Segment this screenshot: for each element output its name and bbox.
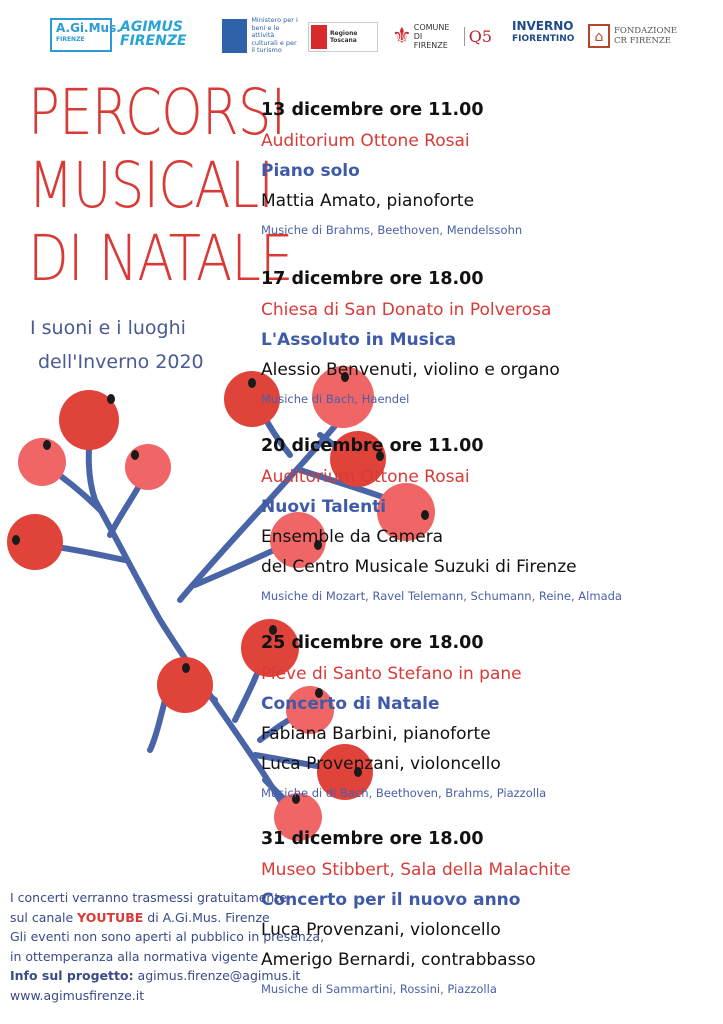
info-line-3: Gli eventi non sono aperti al pubblico in presenza,	[10, 929, 325, 944]
info-line-2-pre: sul canale	[10, 909, 78, 925]
fondazione-cr-logo	[588, 20, 688, 52]
event-title: Piano solo	[261, 161, 360, 181]
branch-lower-left-2	[150, 700, 165, 750]
info-project-label: Info sul progetto:	[10, 968, 134, 983]
event-performer: Alessio Benvenuti, violino e organo	[261, 360, 560, 380]
mibact-logo	[222, 18, 302, 54]
agimus-logo-large	[120, 20, 190, 54]
mibact-text: Ministero per i beni e le attività culturali e per il turismo	[251, 16, 298, 55]
info-line-5	[10, 966, 370, 986]
sponsor-logos-bar	[0, 0, 723, 70]
comune-text	[414, 23, 458, 50]
event-venue: Museo Stibbert, Sala della Malachite	[261, 860, 571, 880]
fondazione-line1: FONDAZIONE	[614, 26, 678, 36]
event-3	[261, 434, 701, 604]
toscana-text: Regione Toscana	[329, 30, 358, 44]
subtitle-line-1: I suoni e i luoghi	[30, 317, 186, 339]
berry	[125, 444, 171, 490]
info-line-2-post: di A.Gi.Mus. Firenze	[143, 909, 270, 925]
agimus-small-line2: FIRENZE	[56, 36, 85, 43]
berry	[18, 438, 66, 486]
info-line-2	[10, 908, 370, 928]
fondazione-text	[614, 26, 677, 46]
agimus-large-line2: FIRENZE	[120, 33, 187, 49]
event-music: Musiche di Brahms, Beethoven, Mendelssohn	[261, 223, 523, 237]
mibact-emblem-icon	[222, 19, 247, 53]
event-performer: del Centro Musicale Suzuki di Firenze	[261, 557, 577, 577]
florentine-lily-icon: ⚜	[392, 23, 412, 49]
info-line-4: in ottemperanza alla normativa vigente	[10, 948, 259, 964]
event-date: 20 dicembre ore 11.00	[261, 436, 484, 456]
event-venue: Pieve di Santo Stefano in pane	[261, 664, 522, 684]
agimus-large-line1: AGIMUS	[120, 19, 183, 35]
event-performer: Ensemble da Camera	[261, 527, 444, 547]
youtube-label: YOUTUBE	[77, 909, 144, 925]
event-title: Nuovi Talenti	[261, 497, 387, 517]
event-performer: Luca Provenzani, violoncello	[261, 754, 501, 774]
event-title: Concerto di Natale	[261, 694, 440, 714]
event-music: Musiche di Mozart, Ravel Telemann, Schumann, Reine, Almada	[261, 589, 622, 603]
event-performer: Mattia Amato, pianoforte	[261, 191, 475, 211]
info-website[interactable]: www.agimusfirenze.it	[10, 987, 145, 1003]
comune-firenze-logo	[392, 18, 492, 54]
event-music: Musiche di Bach, Haendel	[261, 392, 410, 406]
title-line-1: PERCORSI	[28, 76, 286, 149]
inverno-line1: INVERNO	[512, 19, 574, 33]
event-date: 17 dicembre ore 18.00	[261, 269, 484, 289]
info-email[interactable]: agimus.firenze@agimus.it	[133, 968, 301, 983]
info-block	[10, 888, 370, 1005]
event-date: 13 dicembre ore 11.00	[261, 100, 484, 120]
inverno-fiorentino-logo	[512, 20, 580, 52]
event-music: Musiche di Sammartini, Rossini, Piazzolla	[261, 982, 497, 996]
event-venue: Auditorium Ottone Rosai	[261, 131, 470, 151]
inverno-line2: FIORENTINO	[512, 34, 575, 44]
title-line-3: DI NATALE	[28, 222, 293, 295]
fondazione-line2: CR FIRENZE	[614, 36, 672, 46]
event-date: 31 dicembre ore 18.00	[261, 829, 484, 849]
event-venue: Auditorium Ottone Rosai	[261, 467, 470, 487]
q5-mark: Q5	[464, 27, 492, 46]
pegasus-flag-icon	[311, 25, 327, 49]
event-venue: Chiesa di San Donato in Polverosa	[261, 300, 552, 320]
event-date: 25 dicembre ore 18.00	[261, 633, 484, 653]
agimus-small-line1: A.Gi.Mus.	[56, 21, 121, 35]
fondazione-emblem-icon: ⌂	[588, 24, 610, 48]
agimus-logo-small	[50, 18, 121, 52]
event-performer: Amerigo Bernardi, contrabbasso	[261, 950, 536, 970]
event-music: Musiche di di Bach, Beethoven, Brahms, Piazzolla	[261, 786, 547, 800]
event-performer: Luca Provenzani, violoncello	[261, 920, 501, 940]
regione-toscana-logo	[308, 22, 378, 52]
comune-line1: COMUNE DI	[413, 22, 450, 41]
event-title: L'Assoluto in Musica	[261, 330, 457, 350]
info-line-1: I concerti verranno trasmessi gratuitamente	[10, 890, 287, 905]
event-4	[261, 631, 701, 801]
event-title: Concerto per il nuovo anno	[261, 890, 521, 910]
event-1	[261, 98, 701, 238]
event-performer: Fabiana Barbini, pianoforte	[261, 724, 491, 744]
comune-line2: FIRENZE	[413, 40, 448, 50]
subtitle-line-2: dell'Inverno 2020	[38, 351, 204, 373]
title-line-2: MUSICALI	[28, 149, 274, 222]
event-2	[261, 267, 701, 407]
